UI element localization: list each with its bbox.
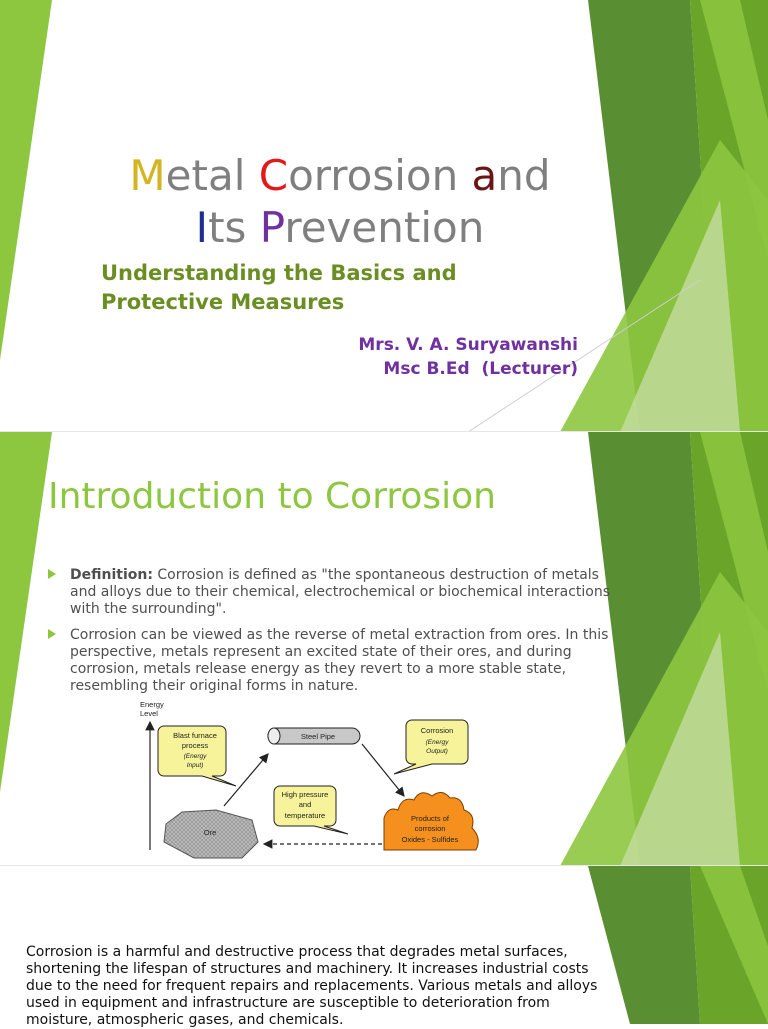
pressure-label-1: High pressure: [281, 790, 329, 799]
corrosion-label-3: Output): [426, 748, 448, 755]
blast-label-1: Blast furnace: [173, 731, 217, 740]
steel-pipe-end: [268, 728, 280, 744]
pressure-label-3: temperature: [284, 811, 326, 820]
pipe-to-products-arrow: [362, 744, 404, 796]
blast-label-2: process: [181, 741, 209, 750]
bullet-item-definition: [48, 567, 628, 618]
title-line-2: [100, 202, 580, 254]
blast-label-3: (Energy: [183, 753, 207, 760]
section-title: Introduction to Corrosion: [48, 476, 496, 517]
author-qualification: Msc B.Ed (Lecturer): [383, 359, 578, 379]
title-line-1-segment: M: [129, 151, 166, 200]
products-label-3: Oxides - Sulfides: [401, 835, 459, 844]
bullet-list: [48, 567, 628, 704]
presentation-title: [100, 150, 580, 254]
left-green-wedge: [0, 432, 52, 792]
title-slide: [0, 0, 768, 432]
title-line-2-segment: I: [195, 203, 209, 252]
title-line-1: [100, 150, 580, 202]
left-green-wedge: [0, 0, 52, 360]
definition-text: Corrosion is defined as "the spontaneous destruction of metals and alloys due to their chemical, electrochemical or biochemical interactions with the surrounding".: [70, 567, 611, 617]
blast-label-4: Input): [186, 762, 204, 769]
bullet-item-reverse-extraction: [48, 627, 628, 695]
energy-axis-label-2: Level: [140, 709, 158, 718]
ore-to-pipe-arrow: [224, 754, 268, 806]
definition-label: Definition:: [70, 567, 153, 583]
author-block: [358, 333, 578, 381]
title-line-1-segment: a: [471, 151, 498, 200]
title-line-2-segment: P: [259, 203, 285, 252]
title-line-1-segment: nd: [497, 151, 551, 200]
bullet-arrow-icon: [48, 629, 56, 639]
title-line-1-segment: etal: [165, 151, 259, 200]
products-label-1: Products of: [411, 814, 449, 823]
corrosion-cycle-diagram: [130, 700, 490, 862]
body-paragraph: Corrosion is a harmful and destructive process that degrades metal surfaces, shortening the lifespan of structures and machinery. It increases industrial costs due to the need for frequent repairs and replacements. Various metals and alloys used in equipment and infrastructure are susceptible to deterioration from moisture, atmospheric gases, and chemicals.: [26, 944, 598, 1028]
title-line-2-segment: revention: [284, 203, 485, 252]
bullet-arrow-icon: [48, 569, 56, 579]
corrosion-label-1: Corrosion: [420, 726, 454, 735]
title-line-2-segment: ts: [208, 203, 260, 252]
pressure-label-2: and: [298, 800, 312, 809]
author-name: Mrs. V. A. Suryawanshi: [358, 335, 578, 355]
reverse-extraction-text: Corrosion can be viewed as the reverse of metal extraction from ores. In this perspective, metals represent an excited state of their ores, and during corrosion, metals release energy as they revert to a more stable state, resembling their original forms in nature.: [70, 627, 609, 694]
subtitle: Understanding the Basics and Protective Measures: [101, 261, 457, 314]
ore-label: Ore: [203, 828, 217, 837]
steel-pipe-label: Steel Pipe: [300, 732, 336, 741]
title-line-1-segment: orrosion: [288, 151, 472, 200]
products-label-2: corrosion: [414, 824, 446, 833]
corrosion-label-2: (Energy: [425, 739, 449, 746]
title-line-1-segment: C: [258, 151, 289, 200]
energy-axis-label-1: Energy: [140, 700, 164, 709]
